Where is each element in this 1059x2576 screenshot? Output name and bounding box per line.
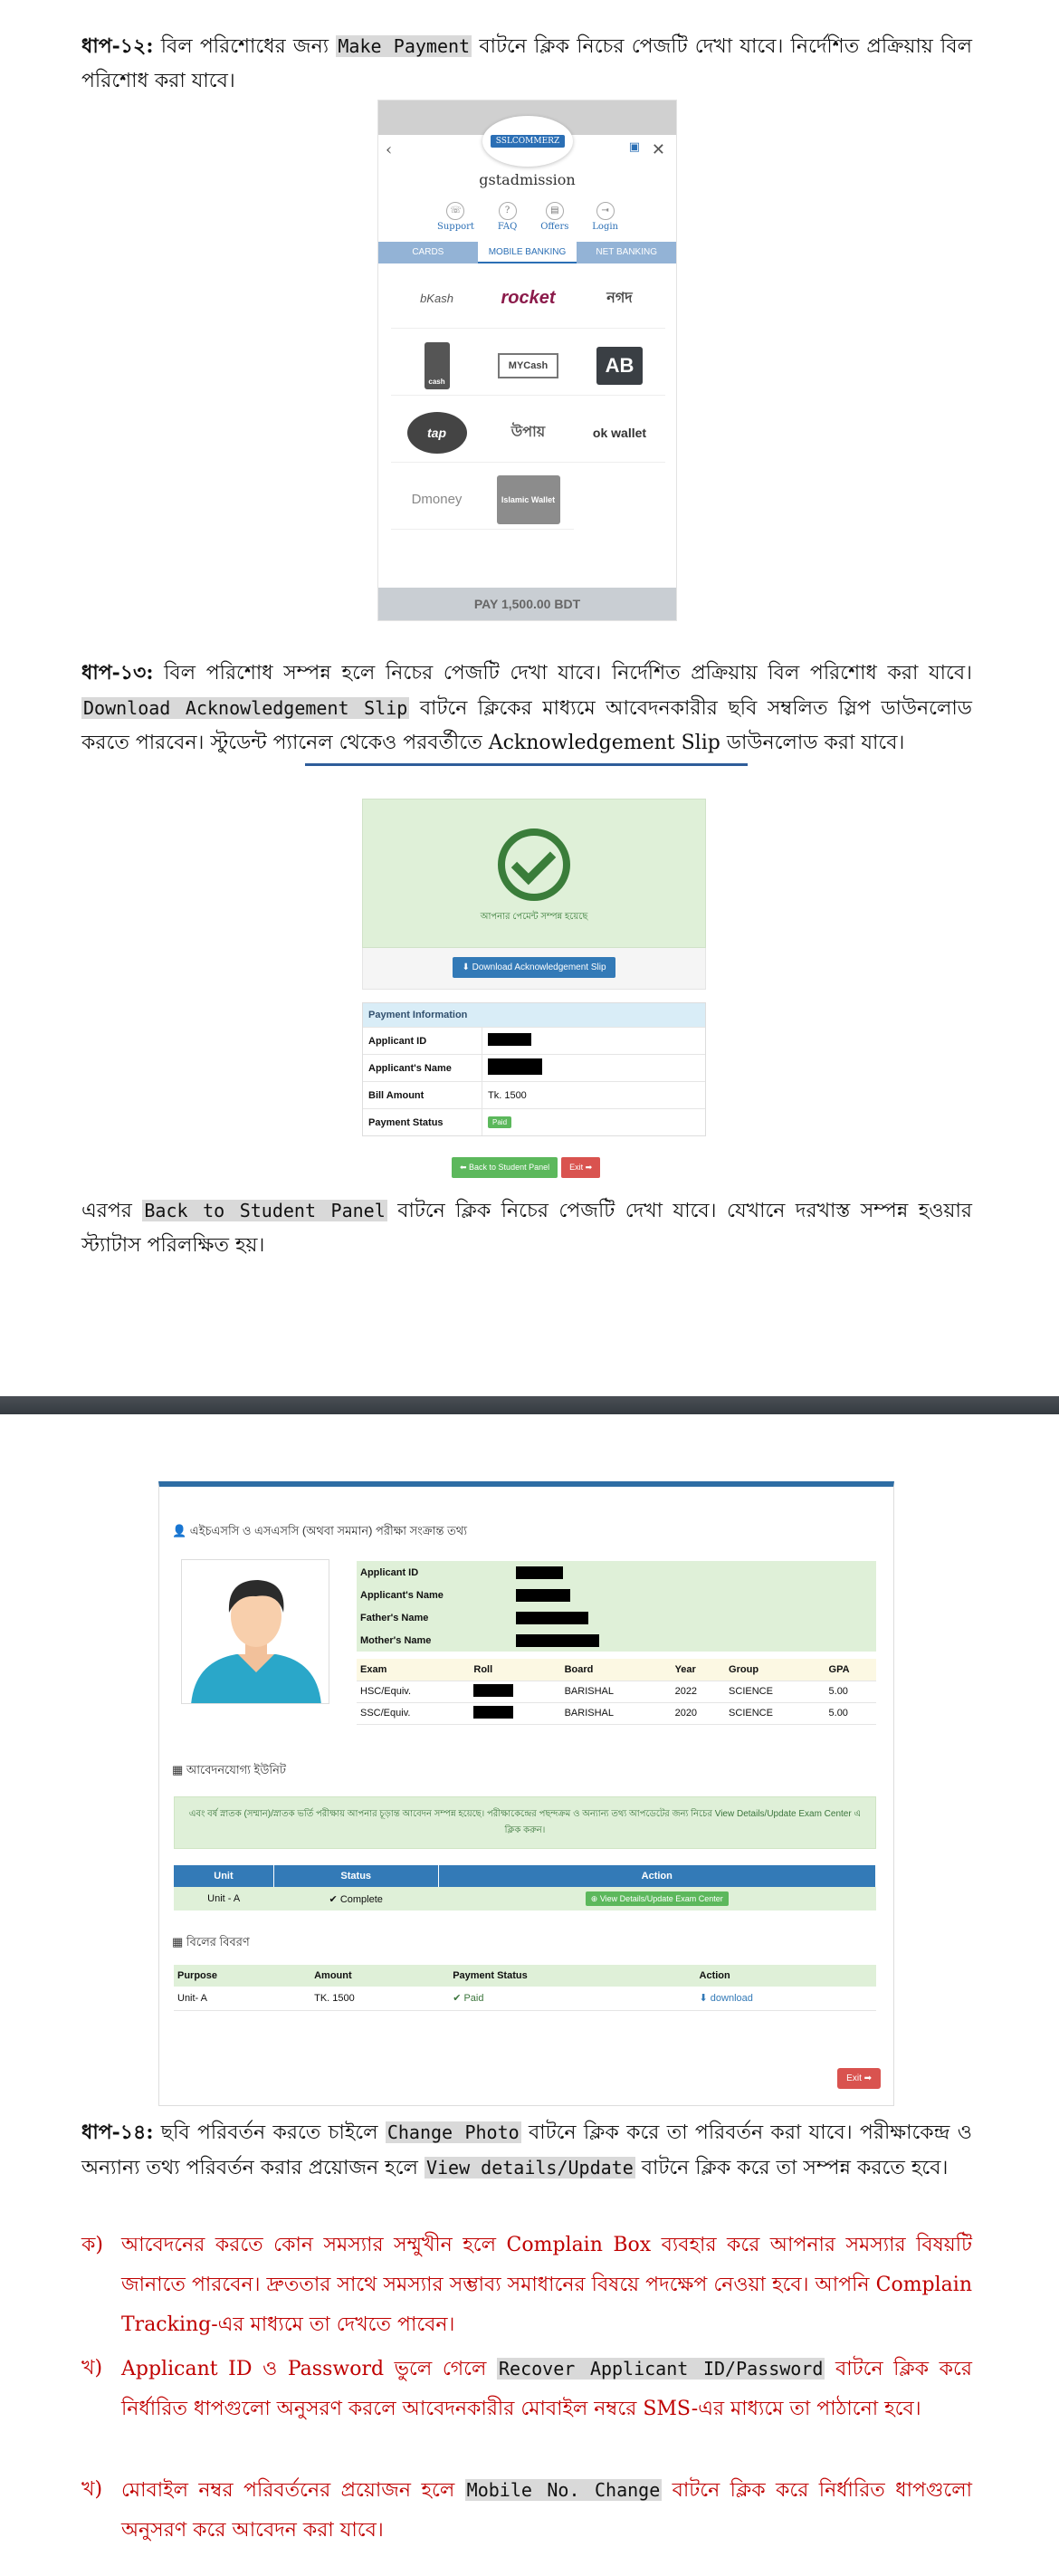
note-recover: খ) Applicant ID ও Password ভুলে গেলে Recover Applicant ID/Password বাটনে ক্লিক করে নির্ধারিত ধাপগুলো অনুসরণ করলে আবেদনকারীর মোবাইল নম্বরে SMS-এর মাধ্যমে তা পাঠানো হবে। [81,2357,972,2420]
check-circle-icon [498,828,570,901]
step12-text-2: বাটনে ক্লিক নিচের পেজটি দেখা যাবে। নির্দেশিত প্রক্রিয়ায় বিল পরিশোধ করা যাবে। [81,35,972,92]
view-details-button[interactable]: ⊕ View Details/Update Exam Center [586,1891,729,1906]
cash-option[interactable]: cash [391,336,482,396]
recover-id-label: Recover Applicant ID/Password [499,2358,824,2380]
payment-info-title: Payment Information [363,1003,705,1027]
dmoney-option[interactable]: Dmoney [391,470,482,530]
redacted-box [488,1058,542,1075]
ab-option[interactable]: AB [574,336,665,396]
exam-info-title: 👤 এইচএসসি ও এসএসসি (অথবা সমমান) পরীক্ষা সংক্রান্ত তথ্য [172,1524,467,1537]
redacted-box [516,1589,570,1602]
faq-link[interactable]: ? FAQ [498,202,518,232]
avatar [181,1559,329,1704]
redacted-box [473,1684,513,1697]
redacted-box [473,1706,513,1719]
divider [305,763,748,766]
back-arrow-icon[interactable]: ‹ [386,140,393,159]
offers-link[interactable]: ▤ Offers [540,202,568,232]
bill-amount: Tk. 1500 [488,1089,527,1101]
redacted-box [516,1612,588,1624]
row-key: Bill Amount [363,1082,482,1108]
ack-screenshot [362,799,706,1143]
view-details-label: View details/Update [425,2157,634,2179]
language-icon[interactable]: ▣ [628,140,640,154]
after-text: এরপর [81,1200,143,1222]
table-row: HSC/Equiv. BARISHAL 2022 SCIENCE 5.00 [357,1681,876,1702]
make-payment-label: Make Payment [338,35,471,57]
applicant-info [357,1561,876,1652]
pay-button[interactable]: PAY 1,500.00 BDT [378,588,676,620]
field-label: Mother's Name [360,1634,432,1646]
mobile-change-label: Mobile No. Change [466,2479,661,2501]
row-key: Applicant ID [363,1028,482,1054]
field-label: Applicant ID [360,1566,419,1578]
download-link[interactable]: ⬇ download [696,1987,876,2010]
unit-section-title: ▦ আবেদনযোগ্য ইউনিট [172,1763,286,1776]
step14-text-2: বাটনে ক্লিক করে তা পরিবর্তন করা যাবে। পরীক্ষাকেন্দ্র ও অন্যান্য তথ্য পরিবর্তন করার প্রয়োজন হলে [81,2121,972,2179]
gift-icon: ▤ [546,202,564,220]
row-key: Payment Status [363,1109,482,1135]
question-icon: ? [499,202,517,220]
bill-table: Purpose Amount Payment Status Action Unit- A TK. 1500 ✔ Paid ⬇ download [174,1965,876,2011]
step13-text: বিল পরিশোধ সম্পন্ন হলে নিচের পেজটি দেখা যাবে। নির্দেশিত প্রক্রিয়ায় বিল পরিশোধ করা যাবে। [153,662,972,685]
ok-wallet-option[interactable]: ok wallet [574,403,665,463]
back-to-student-panel-button[interactable]: ⬅ Back to Student Panel [452,1157,558,1178]
after-text-2: বাটনে ক্লিক নিচের পেজটি দেখা যাবে। যেখানে দরখাস্ত সম্পন্ন হওয়ার স্ট্যাটাস পরিলক্ষিত হয়। [81,1200,972,1257]
row-key: Applicant's Name [363,1055,482,1081]
headset-icon: ☏ [446,202,464,220]
download-ack-button[interactable]: ⬇ Download Acknowledgement Slip [453,957,615,978]
tab-cards[interactable]: CARDS [378,242,478,263]
change-photo-label: Change Photo [386,2121,520,2143]
page-separator [0,1396,1059,1414]
payment-gateway-screenshot [377,100,677,621]
step13-text-2: বাটনে ক্লিকের মাধ্যমে আবেদনকারীর ছবি সম্বলিত স্লিপ ডাউনলোড করতে পারবেন। স্টুডেন্ট প্যানেল থেকেও পরবর্তীতে [81,697,972,754]
student-dashboard-screenshot [158,1481,894,2106]
islamic-wallet-option[interactable]: Islamic Wallet [482,470,574,530]
step14-text: ছবি পরিবর্তন করতে চাইলে [153,2121,386,2144]
ack-slip-term: Acknowledgement Slip [488,732,720,754]
table-row: SSC/Equiv. BARISHAL 2020 SCIENCE 5.00 [357,1702,876,1724]
step12-text: বিল পরিশোধের জন্য [153,35,337,58]
redacted-box [516,1566,563,1579]
sslcommerz-logo: SSLCOMMERZ [482,116,573,167]
step14-label: ধাপ-১৪: [81,2121,154,2144]
close-icon[interactable]: ✕ [651,140,665,159]
login-icon: ⇥ [596,202,615,220]
download-ack-label: Download Acknowledgement Slip [83,697,408,719]
after-paragraph [81,1193,972,1263]
note-mobile-change: খ) মোবাইল নম্বর পরিবর্তনের প্রয়োজন হলে Mobile No. Change বাটনে ক্লিক করে নির্ধারিত ধাপগুলো অনুসরণ করে আবেদন করা যাবে। [81,2478,973,2542]
tab-net-banking[interactable]: NET BANKING [577,242,676,263]
table-row: Unit- A TK. 1500 ✔ Paid ⬇ download [174,1987,876,2010]
bkash-option[interactable]: bKash [391,269,482,329]
step13-text-3: ডাউনলোড করা যাবে। [720,732,905,754]
table-row: Unit - A ✔ Complete ⊕ View Details/Update Exam Center [174,1887,876,1910]
tab-mobile-banking[interactable]: MOBILE BANKING [478,242,577,263]
redacted-box [516,1634,599,1647]
payment-info-table [362,1002,706,1136]
results-table: Exam Roll Board Year Group GPA HSC/Equiv. BARISHAL 2022 SCIENCE 5.00 SSC/Equiv. BARISHAL 2020 SCIENCE 5.00 [357,1659,876,1725]
upay-option[interactable]: উপায় [482,403,574,463]
exit-button[interactable]: Exit ➡ [561,1157,600,1178]
step13-label: ধাপ-১৩: [81,661,154,685]
tap-option[interactable]: tap [391,403,482,463]
mycash-option[interactable]: MYCash [482,336,574,396]
back-panel-label: Back to Student Panel [144,1200,386,1221]
success-message: আপনার পেমেন্ট সম্পন্ন হয়েছে [480,912,588,922]
notice-box: এবং বর্ষ স্নাতক (সম্মান)/স্নাতক ভর্তি পরীক্ষায় আপনার চূড়ান্ত আবেদন সম্পন্ন হয়েছে। পরীক্ষাকেন্দ্রের পছন্দক্রম ও অন্যান্য তথ্য আপডেটের জন্য নিচের View Details/Update Exam Center এ ক্লিক করুন। [174,1796,876,1849]
field-label: Father's Name [360,1612,429,1623]
note-complain: ক) আবেদনের করতে কোন সমস্যার সম্মুখীন হলে Complain Box ব্যবহার করে আপনার সমস্যার বিষয়টি জানাতে পারবেন। দ্রুততার সাথে সমস্যার সম্ভাব্য সমাধানের বিষয়ে পদক্ষেপ নেওয়া হবে। আপনি Complain Tracking-এর মাধ্যমে তা দেখতে পাবেন। [81,2234,972,2336]
step14-text-3: বাটনে ক্লিক করে তা সম্পন্ন করতে হবে। [634,2157,949,2179]
rocket-option[interactable]: rocket [482,269,574,329]
step12-label: ধাপ-১২: [81,34,154,58]
redacted-box [488,1033,531,1046]
step13-paragraph [81,656,972,761]
bill-section-title: ▦ বিলের বিবরণ [172,1935,250,1949]
field-label: Applicant's Name [360,1589,444,1601]
nagad-option[interactable]: নগদ [574,269,665,329]
step14-paragraph [81,2115,972,2186]
unit-table: Unit Status Action Unit - A ✔ Complete ⊕ View Details/Update Exam Center [174,1865,876,1910]
merchant-name: gstadmission [479,171,576,188]
status-badge: Paid [488,1116,511,1128]
login-link[interactable]: ⇥ Login [592,202,618,232]
step12-paragraph [81,29,972,99]
support-link[interactable]: ☏ Support [437,202,474,232]
exit-button[interactable]: Exit ➡ [837,2068,881,2089]
